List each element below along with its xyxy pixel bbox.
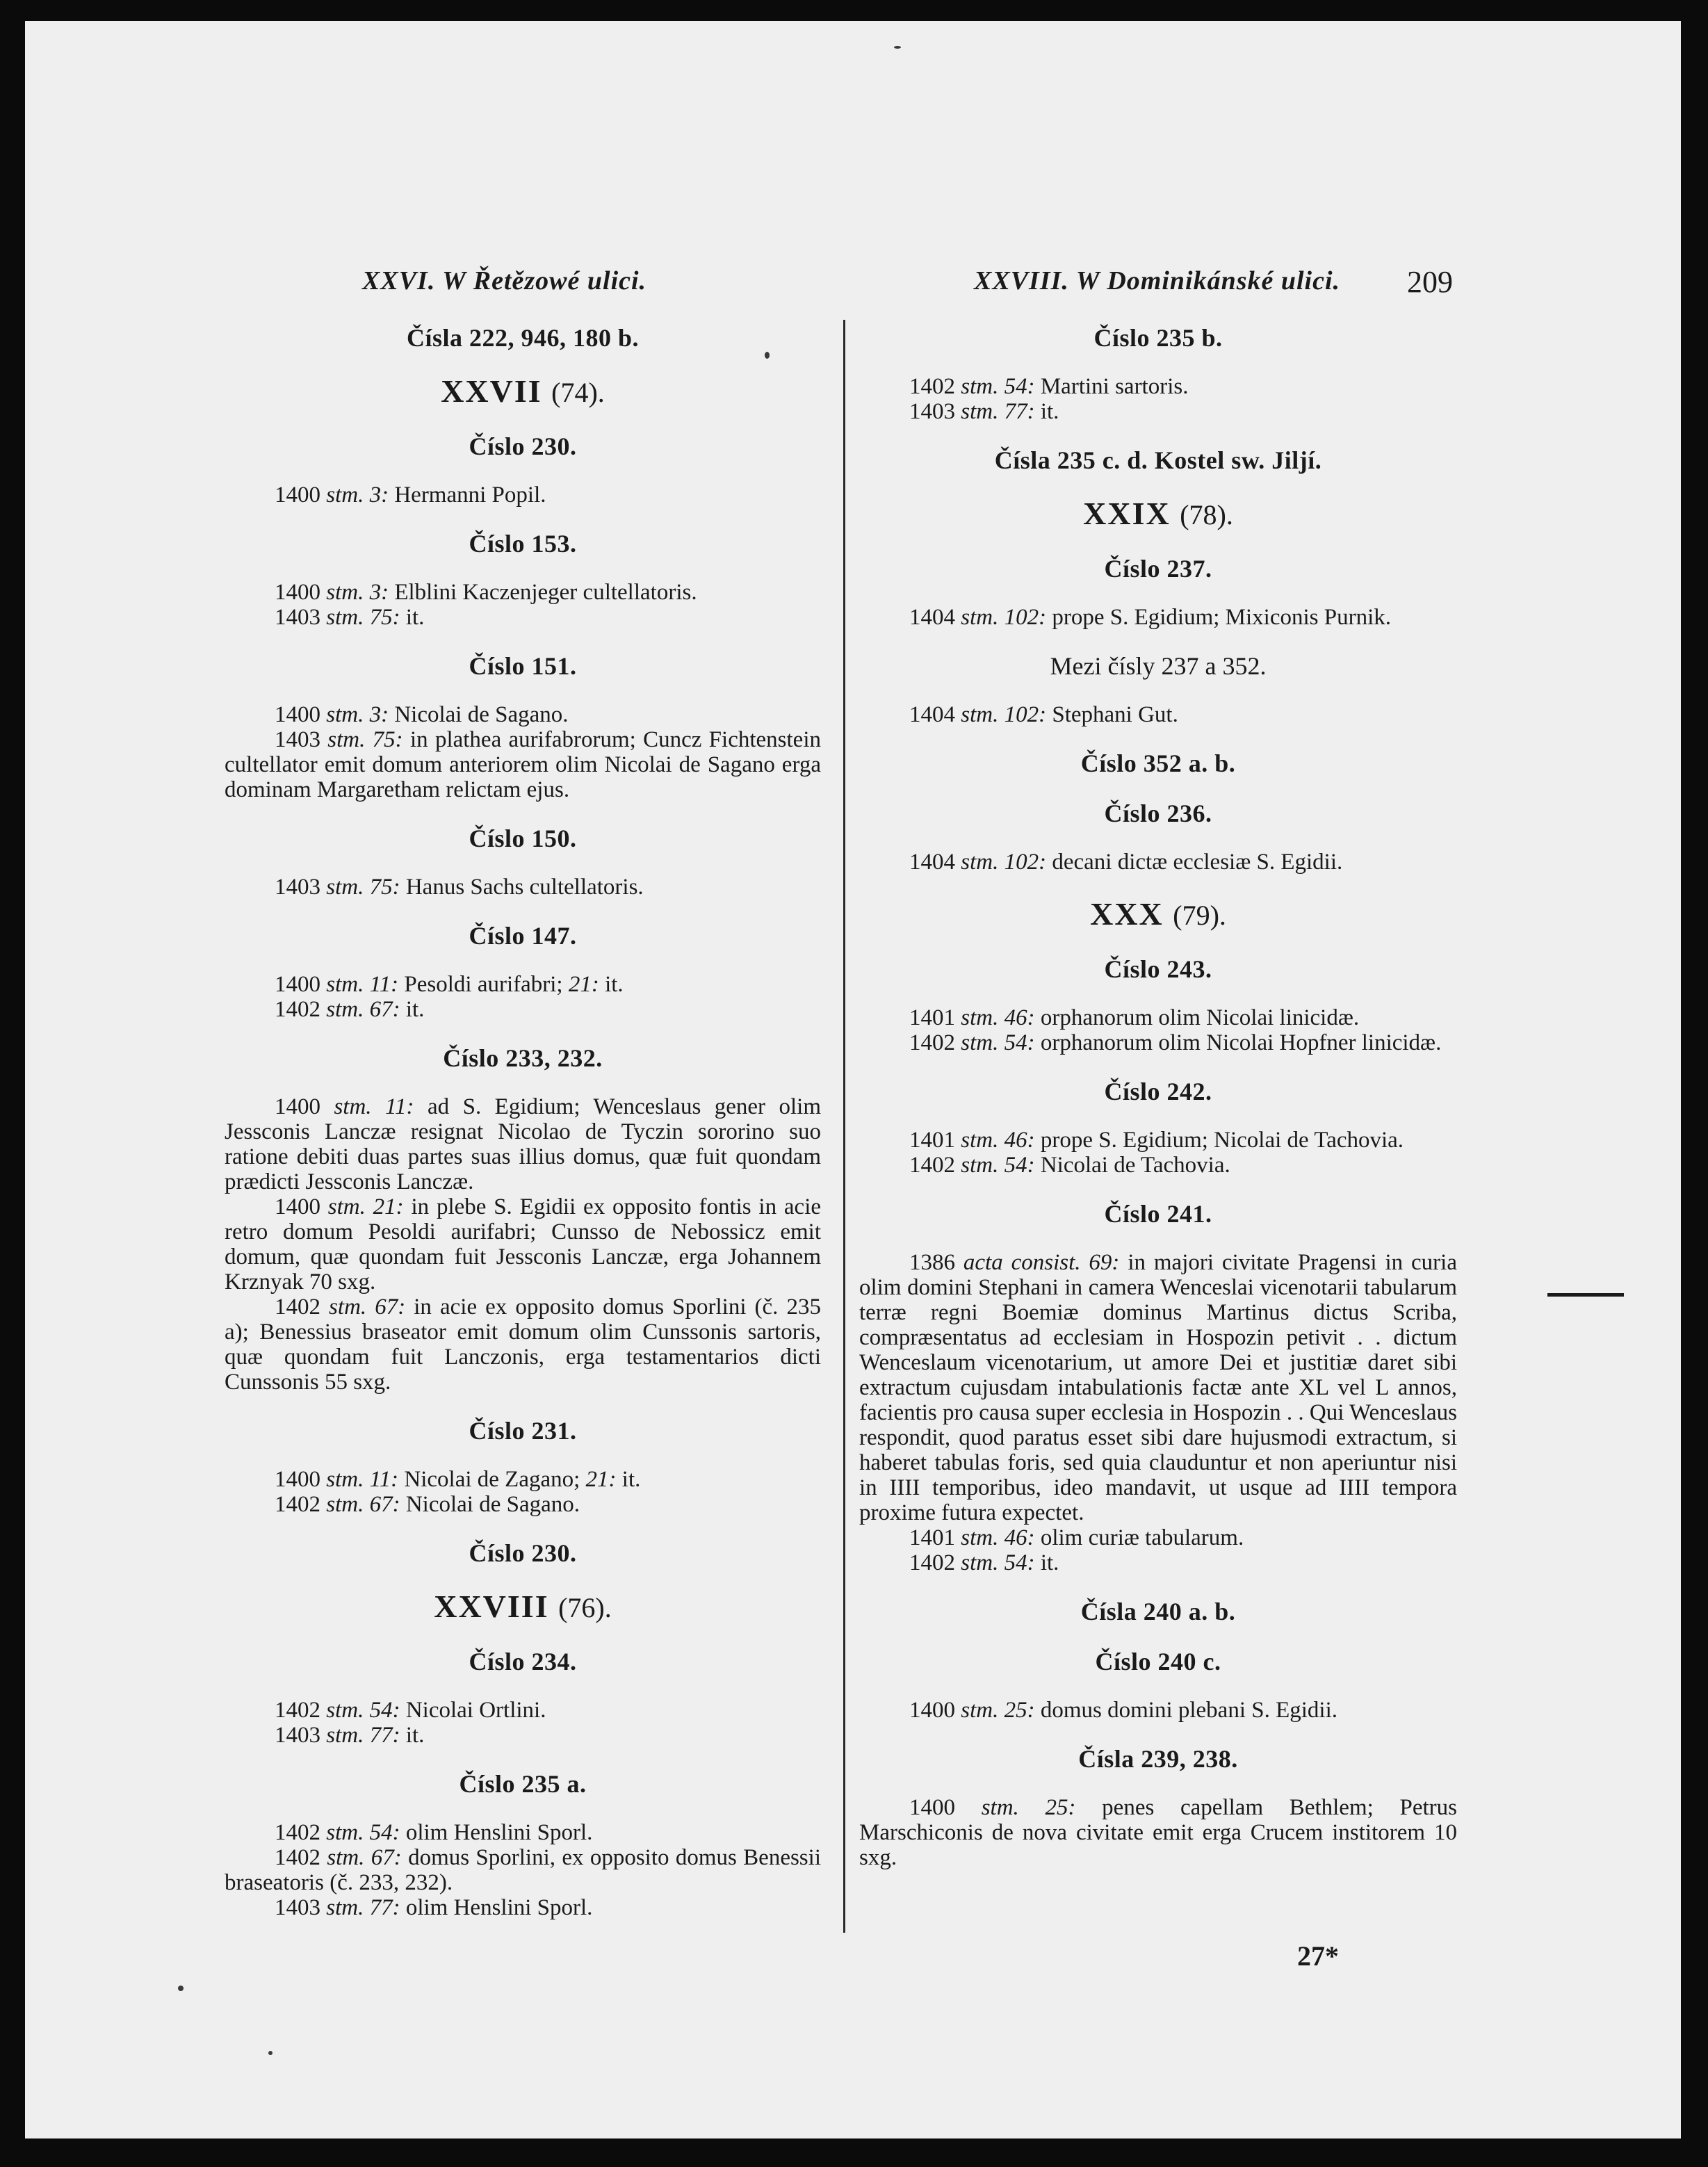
entry: 1401 stm. 46: olim curiæ tabularum. [909, 1525, 1244, 1550]
column-divider [843, 320, 845, 1933]
entry: 1401 stm. 46: orphanorum olim Nicolai linicidæ. [909, 1005, 1360, 1030]
section-subheading: Mezi čísly 237 a 352. [1050, 652, 1267, 680]
section-heading: Číslo 236. [1104, 800, 1212, 827]
section-heading: Číslo 231. [469, 1417, 577, 1445]
section-heading: Číslo 153. [469, 530, 577, 558]
entry-group [225, 1820, 821, 1920]
entry: 1402 stm. 67: Nicolai de Sagano. [275, 1492, 580, 1517]
left-column [225, 324, 821, 1942]
entry-group [225, 482, 821, 508]
section-heading: Čísla 235 c. d. Kostel sw. Jiljí. [994, 446, 1322, 474]
entry: 1403 stm. 75: it. [275, 605, 425, 630]
section-heading: Číslo 150. [469, 825, 577, 852]
entry: 1404 stm. 102: Stephani Gut. [909, 702, 1178, 727]
chapter-heading: XXIX (78). [1083, 496, 1233, 531]
chapter-heading: XXVII (74). [441, 373, 605, 409]
entry-group [859, 1795, 1457, 1870]
scan-speck [894, 46, 901, 49]
section-heading: Čísla 239, 238. [1078, 1745, 1238, 1773]
entry: 1402 stm. 54: Nicolai Ortlini. [275, 1698, 546, 1723]
section-heading: Číslo 352 a. b. [1080, 749, 1236, 777]
section-heading: Číslo 235 b. [1093, 324, 1223, 352]
entry: 1400 stm. 3: Elblini Kaczenjeger cultellatoris. [275, 580, 697, 605]
section-heading: Číslo 243. [1104, 955, 1212, 983]
running-head-left: XXVI. W Řetězowé ulici. [362, 266, 647, 295]
scan-speck [178, 1986, 184, 1991]
section-heading: Číslo 233, 232. [443, 1044, 603, 1072]
margin-rule [1547, 1293, 1624, 1297]
entry: 1400 stm. 25: domus domini plebani S. Egidii. [909, 1698, 1338, 1723]
signature-mark: 27* [1297, 1940, 1339, 1972]
section-heading: Číslo 230. [469, 1539, 577, 1567]
entry-group [225, 875, 821, 900]
entry: 1402 stm. 67: it. [275, 997, 425, 1022]
entry-group [859, 1698, 1457, 1723]
entry: 1400 stm. 3: Nicolai de Sagano. [275, 702, 569, 727]
entry-group [225, 580, 821, 630]
entry-group [225, 702, 821, 802]
scan-speck [268, 2051, 273, 2055]
entry: 1400 stm. 11: Nicolai de Zagano; 21: it. [275, 1467, 641, 1492]
section-heading: Číslo 237. [1104, 555, 1212, 583]
entry: 1400 stm. 11: ad S. Egidium; Wenceslaus gener olim Jessconis Lanczæ resignat Nicolao de Tyczin sororino suo ratione debiti duas partes suas illius domus, quæ fuit quondam prædicti Jessconis Lanczæ. [225, 1094, 821, 1194]
section-heading: Číslo 241. [1104, 1200, 1212, 1228]
entry: 1386 acta consist. 69: in majori civitate Pragensi in curia olim domini Stephani in camera Wenceslai vicenotarii tabularum terræ regni Boemiæ dominus Martinus dictus Scriba, compræsentatus ad ecclesiam in Hospozin petivit . . dictum Wenceslaum vicenotarium, ut amore Dei et justitiæ daret sibi extractum cujusdam intabulationis factæ ante XL vel L annos, facientis pro causa super ecclesia in Hospozin . . Qui Wenceslaus respondit, quod paratus esset sibi dare hujusmodi extractum, si haberet tabulas foris, sed quia clauduntur et non aperiuntur nisi in IIII temporibus, ideo mandavit, ut usque ad IIII tempora proxime futura expectet. [859, 1250, 1457, 1525]
running-head-right: XXVIII. W Dominikánské ulici. [974, 266, 1341, 295]
page-number: 209 [1407, 265, 1453, 299]
chapter-heading: XXVIII (76). [434, 1589, 612, 1624]
entry-group [859, 1005, 1457, 1055]
scanned-page [25, 21, 1681, 2138]
chapter-heading: XXX (79). [1090, 896, 1226, 932]
entry: 1400 stm. 3: Hermanni Popil. [275, 482, 546, 508]
entry-group [859, 1128, 1457, 1178]
entry: 1402 stm. 54: it. [909, 1550, 1059, 1575]
entry-group [225, 1094, 821, 1395]
section-heading: Číslo 235 a. [459, 1770, 587, 1798]
entry: 1404 stm. 102: prope S. Egidium; Mixiconis Purnik. [909, 605, 1392, 630]
entry: 1402 stm. 54: Martini sartoris. [909, 374, 1189, 399]
entry: 1402 stm. 54: Nicolai de Tachovia. [909, 1153, 1230, 1178]
entry-group [225, 1467, 821, 1517]
entry: 1402 stm. 67: in acie ex opposito domus Sporlini (č. 235 a); Benessius braseator emit domum olim Cunssonis sartoris, quæ quondam fuit Lanczonis, erga testamentarios dicti Cunssonis 55 sxg. [225, 1294, 821, 1395]
section-heading: Číslo 240 c. [1095, 1648, 1221, 1675]
section-heading: Čísla 222, 946, 180 b. [406, 324, 640, 352]
entry: 1402 stm. 54: orphanorum olim Nicolai Hopfner linicidæ. [909, 1030, 1442, 1055]
entry-group [859, 605, 1457, 630]
entry: 1401 stm. 46: prope S. Egidium; Nicolai de Tachovia. [909, 1128, 1404, 1153]
entry: 1400 stm. 11: Pesoldi aurifabri; 21: it. [275, 972, 624, 997]
entry: 1403 stm. 77: it. [275, 1723, 425, 1748]
entry: 1403 stm. 77: olim Henslini Sporl. [275, 1895, 593, 1920]
entry-group [859, 850, 1457, 875]
entry: 1403 stm. 75: Hanus Sachs cultellatoris. [275, 875, 644, 900]
entry-group [225, 972, 821, 1022]
entry: 1400 stm. 25: penes capellam Bethlem; Petrus Marschiconis de nova civitate emit erga Crucem institorem 10 sxg. [859, 1795, 1457, 1870]
entry: 1403 stm. 75: in plathea aurifabrorum; Cuncz Fichtenstein cultellator emit domum anteriorem olim Nicolai de Sagano erga dominam Margaretham relictam ejus. [225, 727, 821, 802]
entry-group [859, 1250, 1457, 1575]
entry: 1403 stm. 77: it. [909, 399, 1059, 424]
entry: 1402 stm. 54: olim Henslini Sporl. [275, 1820, 593, 1845]
entry: 1402 stm. 67: domus Sporlini, ex opposito domus Benessii braseatoris (č. 233, 232). [225, 1845, 821, 1895]
entry: 1404 stm. 102: decani dictæ ecclesiæ S. Egidii. [909, 850, 1343, 875]
scan-speck [765, 352, 770, 359]
section-heading: Číslo 151. [469, 652, 577, 680]
section-heading: Číslo 234. [469, 1648, 577, 1675]
section-heading: Číslo 242. [1104, 1078, 1212, 1105]
entry-group [859, 374, 1457, 424]
entry: 1400 stm. 21: in plebe S. Egidii ex opposito fontis in acie retro domum Pesoldi aurifabri; Cunsso de Nebossicz emit domum, quæ quondam fuit Jessconis Lanczæ, erga Johannem Krznyak 70 sxg. [225, 1194, 822, 1294]
section-heading: Číslo 147. [469, 922, 577, 950]
right-column [859, 324, 1457, 1892]
section-heading: Číslo 230. [469, 432, 577, 460]
entry-group [225, 1698, 821, 1748]
entry-group [859, 702, 1457, 727]
section-heading: Čísla 240 a. b. [1080, 1598, 1236, 1625]
